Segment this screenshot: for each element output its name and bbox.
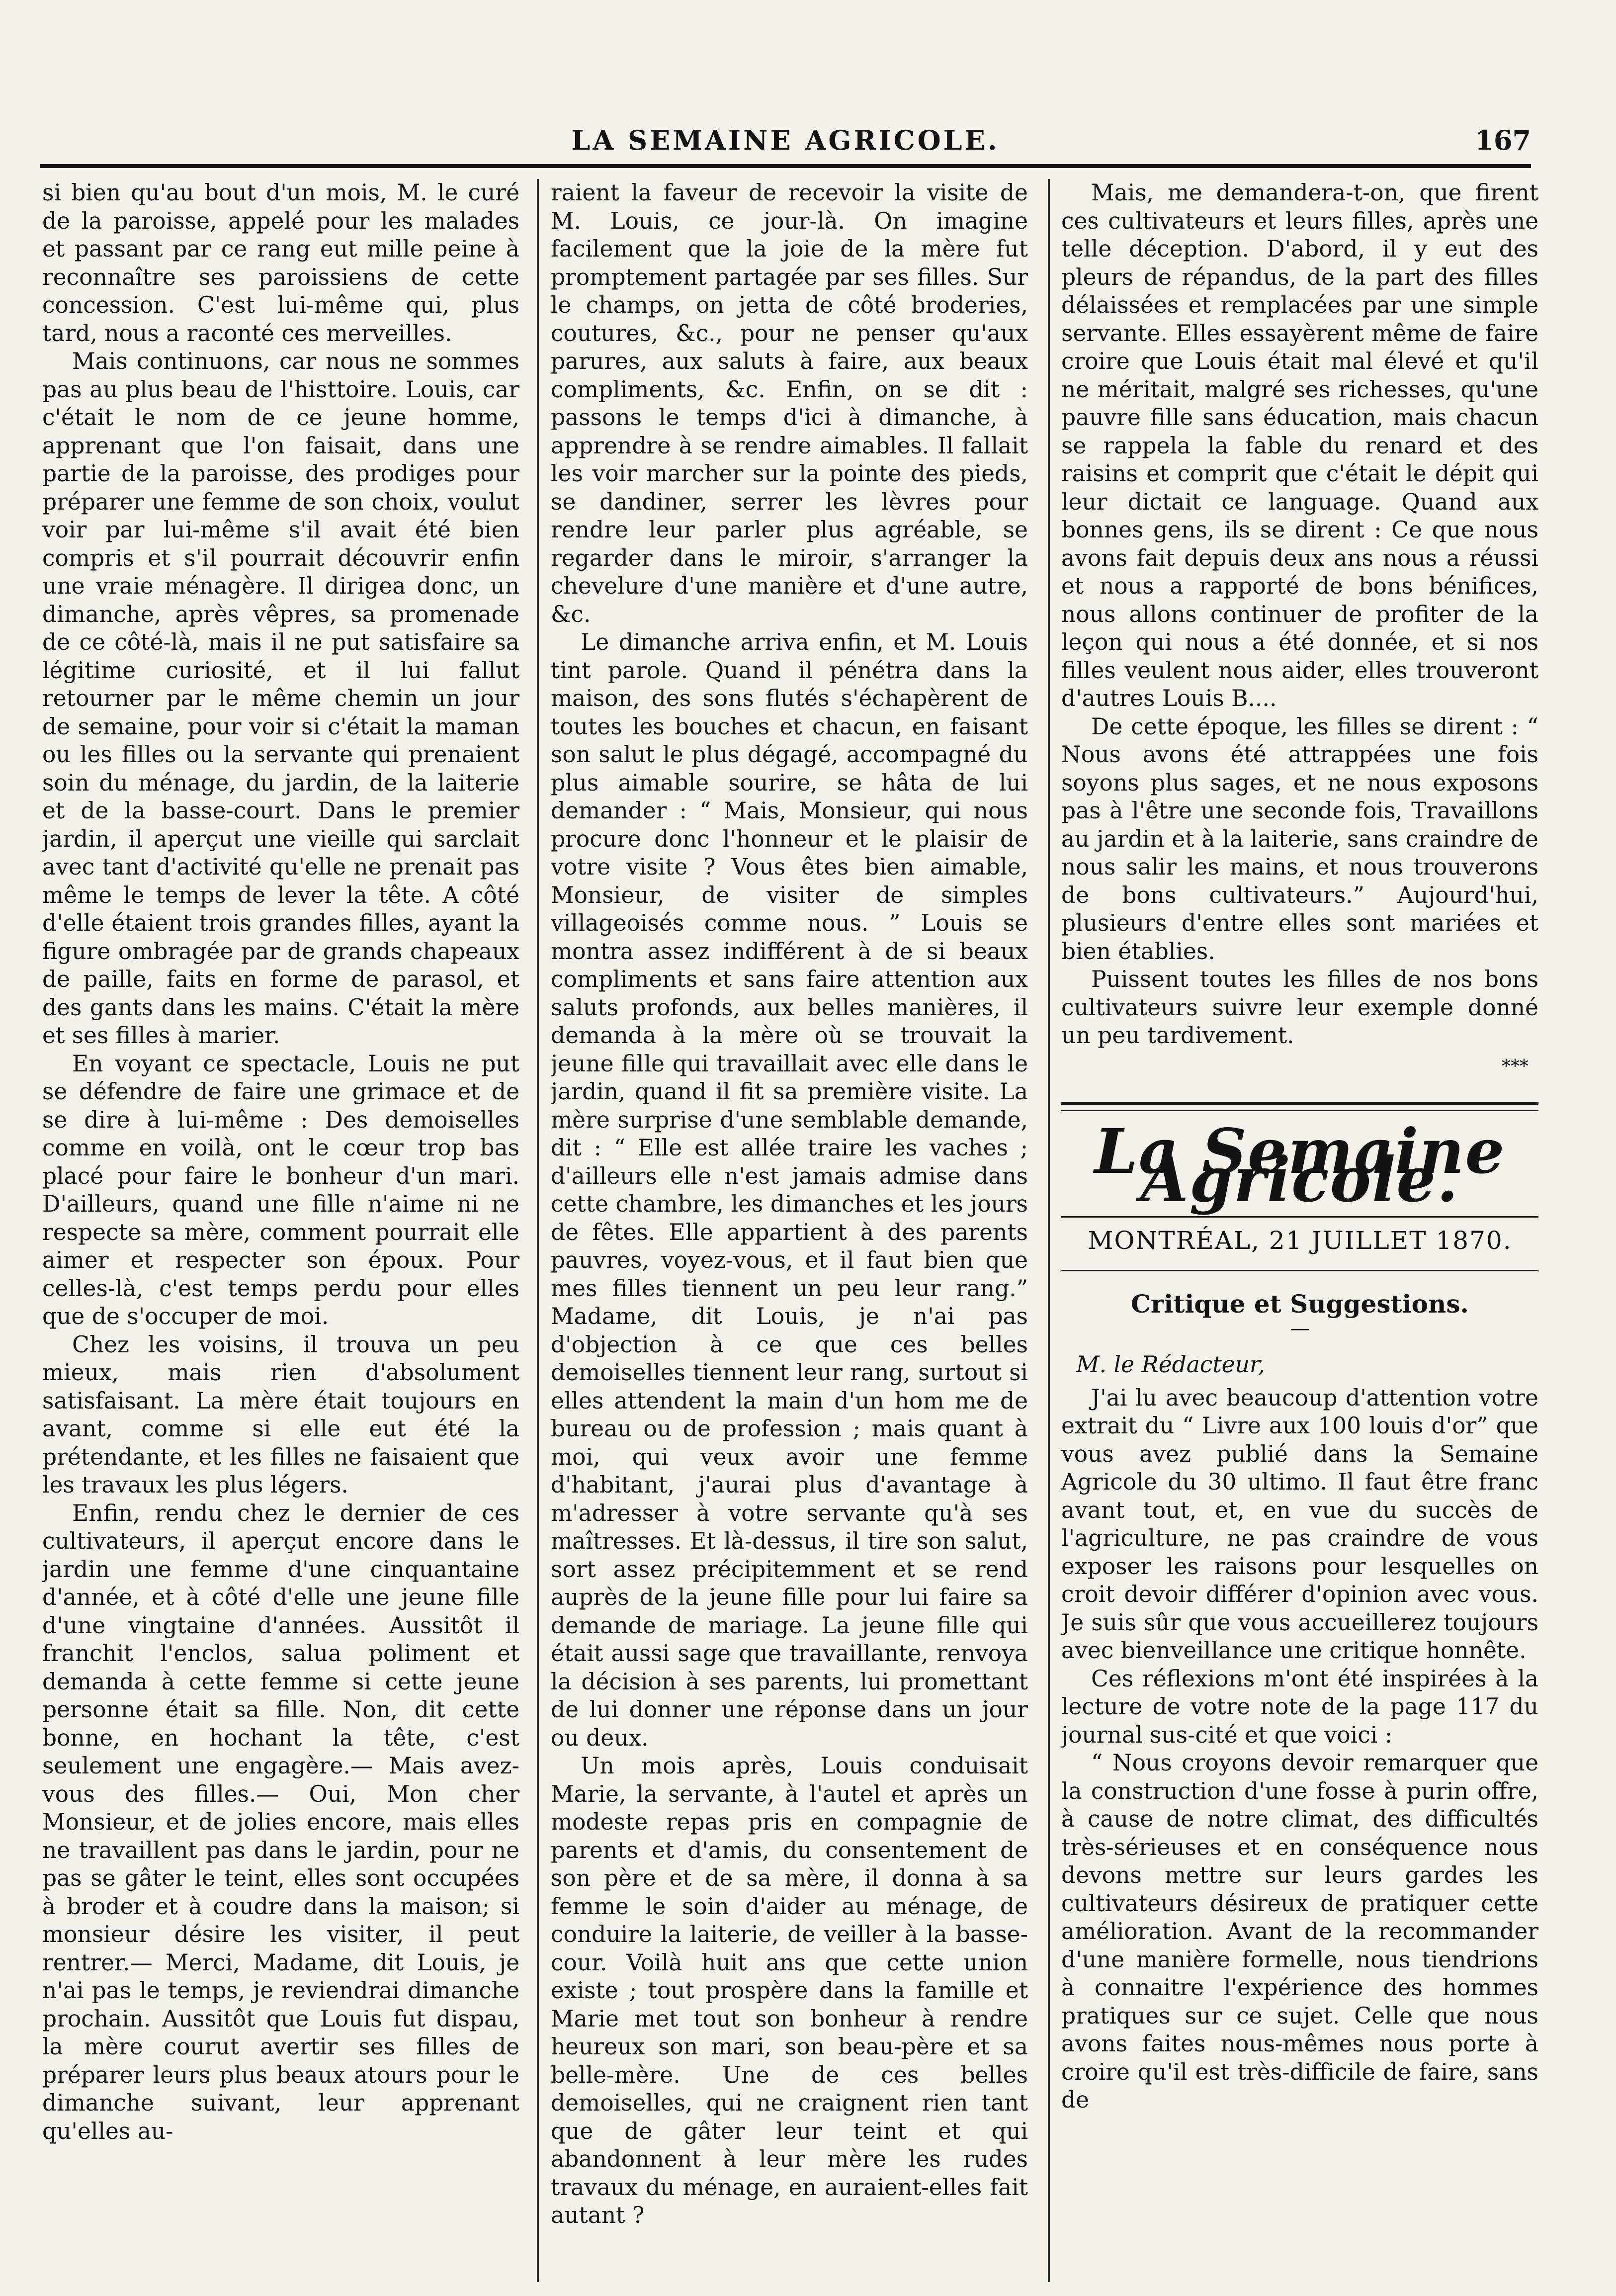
running-title: LA SEMAINE AGRICOLE. [571,124,1000,156]
section-end-stars: *** [1502,1056,1529,1077]
thin-rule [1061,1216,1538,1218]
title-dash: — [1290,1317,1310,1340]
thin-rule [1061,1270,1538,1271]
page-number: 167 [1475,124,1531,156]
column-divider [537,179,539,2282]
paragraph: Un mois après, Louis conduisait Marie, la servante, à l'autel et après un modeste repas pris en compagnie de parents et d'amis, du consentement de son père et de sa mère, il donna à sa femme le soin d'aider au ménage, de conduire la laiterie, de veiller à la basse-cour. Voilà huit ans que cette union existe ; tout prospère dans la famille et Marie met tout son bonheur à rendre heureux son mari, son beau-père et sa belle-mère. Une de ces belles demoiselles, qui ne craignent rien tant que de gâter leur teint et qui abandonnent à leur mère les rudes travaux du ménage, en auraient-elles fait autant ? [551,1753,1028,2228]
paragraph: Chez les voisins, il trouva un peu mieux, mais rien d'absolument satisfaisant. La mère était toujours en avant, comme si elle eut été la prétendante, et les filles ne faisaient que les travaux les plus légers. [42,1331,519,1498]
paragraph: si bien qu'au bout d'un mois, M. le curé de la paroisse, appelé pour les malades et passant par ce rang eut mille peine à reconnaître ses paroissiens de cette concession. C'est lui-même qui, plus tard, nous a raconté ces merveilles. [42,179,519,347]
column-2 [551,179,1028,2282]
header-rule [40,164,1531,168]
paragraph: Mais, me demandera-t-on, que firent ces cultivateurs et leurs filles, après une telle déception. D'abord, il y eut des pleurs de répandus, de la part des filles délaissées et remplacées par une simple servante. Elles essayèrent même de faire croire que Louis était mal élevé et qu'il ne méritait, malgré ses richesses, qu'une pauvre fille sans éducation, mais chacun se rappela la fable du renard et des raisins et comprit que c'était le dépit qui leur dictait ce language. Quand aux bonnes gens, ils se dirent : Ce que nous avons fait depuis deux ans nous a réussi et nous a rapporté de bons bénifices, nous allons continuer de profiter de la leçon qui nous a été donnée, et si nos filles veulent nous aider, elles trouveront d'autres Louis B.... [1061,179,1538,711]
paragraph: En voyant ce spectacle, Louis ne put se défendre de faire une grimace et de se dire à lui-même : Des demoiselles comme en voilà, ont le cœur trop bas placé pour faire le bonheur d'un mari. D'ailleurs, quand une fille n'aime ni ne respecte sa mère, comment pourrait elle aimer et respecter son époux. Pour celles-là, c'est temps perdu pour elles que de s'occuper de moi. [42,1050,519,1329]
salutation: M. le Rédacteur, [1076,1351,1266,1378]
dateline: MONTRÉAL, 21 JUILLET 1870. [1088,1226,1512,1255]
paragraph: Mais continuons, car nous ne sommes pas au plus beau de l'histtoire. Louis, car c'était le nom de ce jeune homme, apprenant que l'on faisait, dans une partie de la paroisse, des prodiges pour préparer une femme de son choix, voulut voir par lui-même s'il avait été bien compris et s'il pourrait découvrir enfin une vraie ménagère. Il dirigea donc, un dimanche, après vêpres, sa promenade de ce côté-là, mais il ne put satisfaire sa légitime curiosité, et il lui fallut retourner par le même chemin un jour de semaine, pour voir si c'était la maman ou les filles ou la servante qui prenaient soin du ménage, du jardin, de la laiterie et de la basse-court. Dans le premier jardin, il aperçut une vieille qui sarclait avec tant d'activité qu'elle ne prenait pas même le temps de lever la tête. A côté d'elle étaient trois grandes filles, ayant la figure ombragée par de grands chapeaux de paille, faits en forme de parasol, et des gants dans les mains. C'était la mère et ses filles à marier. [42,348,519,1049]
paragraph: Ces réflexions m'ont été inspirées à la lecture de votre note de la page 117 du journal sus-cité et que voici : [1061,1665,1538,1748]
column-3 [1061,179,1538,2282]
section-title: Critique et Suggestions. [1131,1289,1469,1319]
paragraph: “ Nous croyons devoir remarquer que la construction d'une fosse à purin offre, à cause de notre climat, des difficultés très-sérieuses et en conséquence nous devons mettre sur leurs gardes les cultivateurs désireux de pratiquer cette amélioration. Avant de la recommander d'une manière formelle, nous tiendrions à connaitre l'expérience des hommes pratiques sur ce sujet. Celle que nous avons faites nous-mêmes nous porte à croire qu'il est très-difficile de faire, sans de [1061,1750,1538,2113]
column-divider [1048,179,1050,2282]
paragraph: Enfin, rendu chez le dernier de ces cultivateurs, il aperçut encore dans le jardin une femme d'une cinquantaine d'année, et à côté d'elle une jeune fille d'une vingtaine d'années. Aussitôt il franchit l'enclos, salua poliment et demanda à cette femme si cette jeune personne était sa fille. Non, dit cette bonne, en hochant la tête, c'est seulement une engagère.— Mais avez-vous des filles.— Oui, Mon cher Monsieur, et de jolies encore, mais elles ne travaillent pas dans le jardin, pour ne pas se gâter le teint, elles sont occupées à broder et à coudre dans la maison; si monsieur désire les visiter, il peut rentrer.— Merci, Madame, dit Louis, je n'ai pas le temps, je reviendrai dimanche prochain. Aussitôt que Louis fut dispau, la mère courut avertir ses filles de préparer leurs plus beaux atours pour le dimanche suivant, leur apprenant qu'elles au- [42,1500,519,2144]
thin-rule [1061,1110,1538,1111]
paragraph: J'ai lu avec beaucoup d'attention votre extrait du “ Livre aux 100 louis d'or” que vous avez publié dans la Semaine Agricole du 30 ultimo. Il faut être franc avant tout, et, en vue du succès de l'agriculture, ne pas craindre de vous exposer les raisons pour lesquelles on croit devoir différer d'opinion avec vous. Je suis sûr que vous accueillerez toujours avec bienveillance une critique honnête. [1061,1384,1538,1664]
paragraph: raient la faveur de recevoir la visite de M. Louis, ce jour-là. On imagine facilement que la joie de la mère fut promptement partagée par ses filles. Sur le champs, on jetta de côté broderies, coutures, &c., pour ne penser qu'aux parures, aux saluts à faire, aux beaux compliments, &c. Enfin, on se dit : passons le temps d'ici à dimanche, à apprendre à se rendre aimables. Il fallait les voir marcher sur la pointe des pieds, se dandiner, serrer les lèvres pour rendre leur parler plus agréable, se regarder dans le miroir, s'arranger la chevelure d'une manière et d'une autre, &c. [551,179,1028,627]
column-1 [42,179,519,2282]
running-header [40,124,1531,169]
thick-rule [1061,1102,1538,1105]
masthead: La Semaine Agricole. [1094,1116,1506,1216]
paragraph: Le dimanche arriva enfin, et M. Louis tint parole. Quand il pénétra dans la maison, des sons flutés s'échapèrent de toutes les bouches et chacun, en faisant son salut le plus dégagé, accompagné du plus aimable sourire, se hâta de lui demander : “ Mais, Monsieur, qui nous procure donc l'honneur et le plaisir de votre visite ? Vous êtes bien aimable, Monsieur, de visiter de simples villageoisés comme nous. ” Louis se montra assez indifférent à de si beaux compliments et sans faire attention aux saluts profonds, aux belles manières, il demanda à la mère où se trouvait la jeune fille qui travaillait avec elle dans le jardin, quand il fit sa première visite. La mère surprise d'une semblable demande, dit : “ Elle est allée traire les vaches ; d'ailleurs elle n'est jamais admise dans cette chambre, les dimanches et les jours de fêtes. Elle appartient à des parents pauvres, voyez-vous, et il faut bien que mes filles tiennent un peu leur rang.” Madame, dit Louis, je n'ai pas d'objection à ce que ces belles demoiselles tiennent leur rang, surtout si elles attendent la main d'un hom me de bureau ou de profession ; mais quant à moi, qui veux avoir une femme d'habitant, j'aurai plus d'avantage à m'adresser à votre servante qu'à ses maîtresses. Et là-dessus, il tire son salut, sort assez précipitemment et se rend auprès de la jeune fille pour lui faire sa demande de mariage. La jeune fille qui était aussi sage que travaillante, renvoya la décision à ses parents, lui promettant de lui donner une réponse dans un jour ou deux. [551,629,1028,1751]
paragraph: De cette époque, les filles se dirent : “ Nous avons été attrappées une fois soyons plus sages, et ne nous exposons pas à l'être une seconde fois, Travaillons au jardin et à la laiterie, sans craindre de nous salir les mains, et nous trouverons de bons cultivateurs.” Aujourd'hui, plusieurs d'entre elles sont mariées et bien établies. [1061,713,1538,965]
paragraph: Puissent toutes les filles de nos bons cultivateurs suivre leur exemple donné un peu tardivement. [1061,966,1538,1049]
